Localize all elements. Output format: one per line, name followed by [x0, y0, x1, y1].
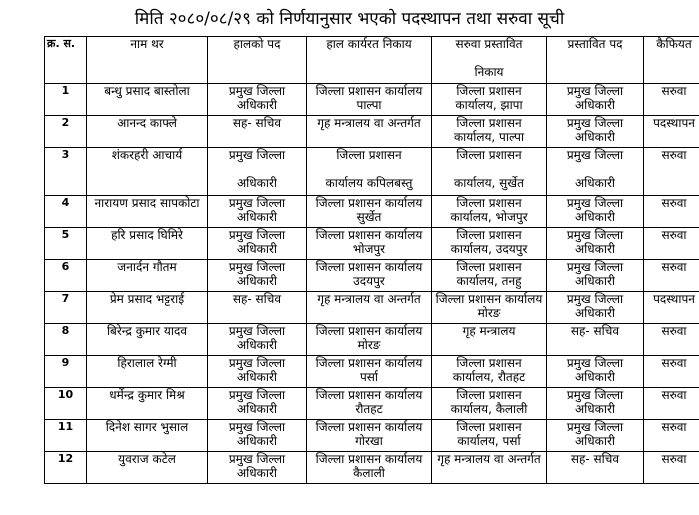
row-current-post: सह- सचिव	[208, 292, 307, 324]
row-remark: पदस्थापन	[644, 292, 699, 324]
row-current-post: प्रमुख जिल्ला अधिकारी	[208, 84, 307, 116]
row-current-post: प्रमुख जिल्ला अधिकारी	[208, 196, 307, 228]
row-proposed-post: प्रमुख जिल्ला अधिकारी	[547, 292, 644, 324]
table-row	[45, 356, 699, 388]
table-row	[45, 116, 699, 148]
header-proposed-office-line2: निकाय	[474, 65, 504, 79]
header-current-office: हाल कार्यरत निकाय	[307, 37, 432, 84]
row-proposed-post-line2: अधिकारी	[575, 176, 615, 190]
row-sn: 10	[45, 388, 87, 420]
row-sn: 8	[45, 324, 87, 356]
table-row	[45, 388, 699, 420]
row-remark: पदस्थापन	[644, 116, 699, 148]
row-name: आनन्द काफ्ले	[87, 116, 208, 148]
row-proposed-post: प्रमुख जिल्ला अधिकारी	[547, 196, 644, 228]
row-name: हरि प्रसाद घिमिरे	[87, 228, 208, 260]
row-name: धर्मेन्द्र कुमार मिश्र	[87, 388, 208, 420]
row-proposed-post: सह- सचिव	[547, 452, 644, 484]
table-row	[45, 228, 699, 260]
row-current-office: जिल्ला प्रशासन कार्यालय रौतहट	[307, 388, 432, 420]
row-current-office-line2: कार्यालय कपिलबस्तु	[325, 176, 413, 190]
table-row	[45, 452, 699, 484]
row-current-office: जिल्ला प्रशासन कार्यालय उदयपुर	[307, 260, 432, 292]
header-remark: कैफियत	[644, 37, 699, 84]
row-proposed-office: जिल्ला प्रशासन कार्यालय, तनहु	[432, 260, 547, 292]
row-proposed-office: जिल्ला प्रशासन कार्यालय, पाल्पा	[432, 116, 547, 148]
row-sn: 6	[45, 260, 87, 292]
row-proposed-office-line2: कार्यालय, सुर्खेत	[454, 176, 524, 190]
row-current-post: प्रमुख जिल्ला अधिकारी	[208, 324, 307, 356]
header-sn: क्र. स.	[45, 37, 87, 84]
row-proposed-post: प्रमुख जिल्ला अधिकारी	[547, 260, 644, 292]
row-proposed-post	[547, 148, 644, 196]
row-sn: 5	[45, 228, 87, 260]
document-title: मिति २०८०/०८/२९ को निर्णयानुसार भएको पदस्थापन तथा सरुवा सूची	[134, 9, 565, 29]
row-current-post	[208, 148, 307, 196]
row-sn: 3	[45, 148, 87, 196]
row-remark: सरुवा	[644, 260, 699, 292]
row-current-office: जिल्ला प्रशासन कार्यालय कैलाली	[307, 452, 432, 484]
table-row	[45, 84, 699, 116]
row-current-post: प्रमुख जिल्ला अधिकारी	[208, 356, 307, 388]
row-remark: सरुवा	[644, 356, 699, 388]
row-proposed-office: गृह मन्त्रालय वा अन्तर्गत	[432, 452, 547, 484]
table-row	[45, 324, 699, 356]
row-remark: सरुवा	[644, 196, 699, 228]
row-name: युवराज कटेल	[87, 452, 208, 484]
table-row	[45, 148, 699, 196]
row-current-post-line1: प्रमुख जिल्ला	[228, 148, 286, 162]
header-proposed-office	[432, 37, 547, 84]
row-remark: सरुवा	[644, 420, 699, 452]
row-remark: सरुवा	[644, 452, 699, 484]
row-name: शंकरहरी आचार्य	[87, 148, 208, 196]
row-proposed-office: जिल्ला प्रशासन कार्यालय मोरङ	[432, 292, 547, 324]
row-name: प्रेम प्रसाद भट्टराई	[87, 292, 208, 324]
row-current-office: जिल्ला प्रशासन कार्यालय भोजपुर	[307, 228, 432, 260]
row-current-post: प्रमुख जिल्ला अधिकारी	[208, 452, 307, 484]
header-current-post: हालको पद	[208, 37, 307, 84]
table-row	[45, 420, 699, 452]
row-proposed-post: प्रमुख जिल्ला अधिकारी	[547, 420, 644, 452]
row-proposed-office: जिल्ला प्रशासन कार्यालय, पर्सा	[432, 420, 547, 452]
row-proposed-office: जिल्ला प्रशासन कार्यालय, भोजपुर	[432, 196, 547, 228]
header-proposed-post: प्रस्तावित पद	[547, 37, 644, 84]
row-proposed-office: जिल्ला प्रशासन कार्यालय, झापा	[432, 84, 547, 116]
row-proposed-post: प्रमुख जिल्ला अधिकारी	[547, 356, 644, 388]
row-name: बिरेन्द्र कुमार यादव	[87, 324, 208, 356]
row-current-office-line1: जिल्ला प्रशासन	[336, 148, 402, 162]
table-row	[45, 260, 699, 292]
row-remark: सरुवा	[644, 228, 699, 260]
row-current-office: जिल्ला प्रशासन कार्यालय गोरखा	[307, 420, 432, 452]
row-sn: 11	[45, 420, 87, 452]
row-current-office: जिल्ला प्रशासन कार्यालय पाल्पा	[307, 84, 432, 116]
row-sn: 9	[45, 356, 87, 388]
row-proposed-post: प्रमुख जिल्ला अधिकारी	[547, 116, 644, 148]
row-current-post: सह- सचिव	[208, 116, 307, 148]
row-current-post: प्रमुख जिल्ला अधिकारी	[208, 260, 307, 292]
row-name: दिनेश सागर भुसाल	[87, 420, 208, 452]
table-row	[45, 292, 699, 324]
row-proposed-office-line1: जिल्ला प्रशासन	[456, 148, 522, 162]
row-remark: सरुवा	[644, 324, 699, 356]
row-proposed-post: सह- सचिव	[547, 324, 644, 356]
row-remark: सरुवा	[644, 84, 699, 116]
table-header-row	[45, 37, 699, 84]
row-proposed-office: जिल्ला प्रशासन कार्यालय, कैलाली	[432, 388, 547, 420]
row-proposed-office: जिल्ला प्रशासन कार्यालय, उदयपुर	[432, 228, 547, 260]
row-current-post: प्रमुख जिल्ला अधिकारी	[208, 420, 307, 452]
row-name: जनार्दन गौतम	[87, 260, 208, 292]
row-current-office	[307, 148, 432, 196]
row-current-post: प्रमुख जिल्ला अधिकारी	[208, 388, 307, 420]
row-sn: 7	[45, 292, 87, 324]
row-remark: सरुवा	[644, 148, 699, 196]
row-current-post: प्रमुख जिल्ला अधिकारी	[208, 228, 307, 260]
transfer-list-table	[44, 36, 699, 484]
row-current-office: गृह मन्त्रालय वा अन्तर्गत	[307, 292, 432, 324]
row-name: हिरालाल रेग्मी	[87, 356, 208, 388]
row-sn: 12	[45, 452, 87, 484]
row-proposed-post: प्रमुख जिल्ला अधिकारी	[547, 228, 644, 260]
row-proposed-office: गृह मन्त्रालय	[432, 324, 547, 356]
row-current-office: जिल्ला प्रशासन कार्यालय मोरङ	[307, 324, 432, 356]
row-proposed-office	[432, 148, 547, 196]
row-current-office: जिल्ला प्रशासन कार्यालय पर्सा	[307, 356, 432, 388]
row-name: बन्धु प्रसाद बास्तोला	[87, 84, 208, 116]
row-proposed-office: जिल्ला प्रशासन कार्यालय, रौतहट	[432, 356, 547, 388]
row-proposed-post-line1: प्रमुख जिल्ला	[566, 148, 624, 162]
row-current-office: गृह मन्त्रालय वा अन्तर्गत	[307, 116, 432, 148]
row-proposed-post: प्रमुख जिल्ला अधिकारी	[547, 84, 644, 116]
header-name: नाम थर	[87, 37, 208, 84]
row-name: नारायण प्रसाद सापकोटा	[87, 196, 208, 228]
row-sn: 1	[45, 84, 87, 116]
row-current-office: जिल्ला प्रशासन कार्यालय सुर्खेत	[307, 196, 432, 228]
row-sn: 2	[45, 116, 87, 148]
row-remark: सरुवा	[644, 388, 699, 420]
row-current-post-line2: अधिकारी	[237, 176, 277, 190]
row-sn: 4	[45, 196, 87, 228]
table-row	[45, 196, 699, 228]
header-proposed-office-line1: सरुवा प्रस्तावित	[455, 37, 523, 51]
row-proposed-post: प्रमुख जिल्ला अधिकारी	[547, 388, 644, 420]
